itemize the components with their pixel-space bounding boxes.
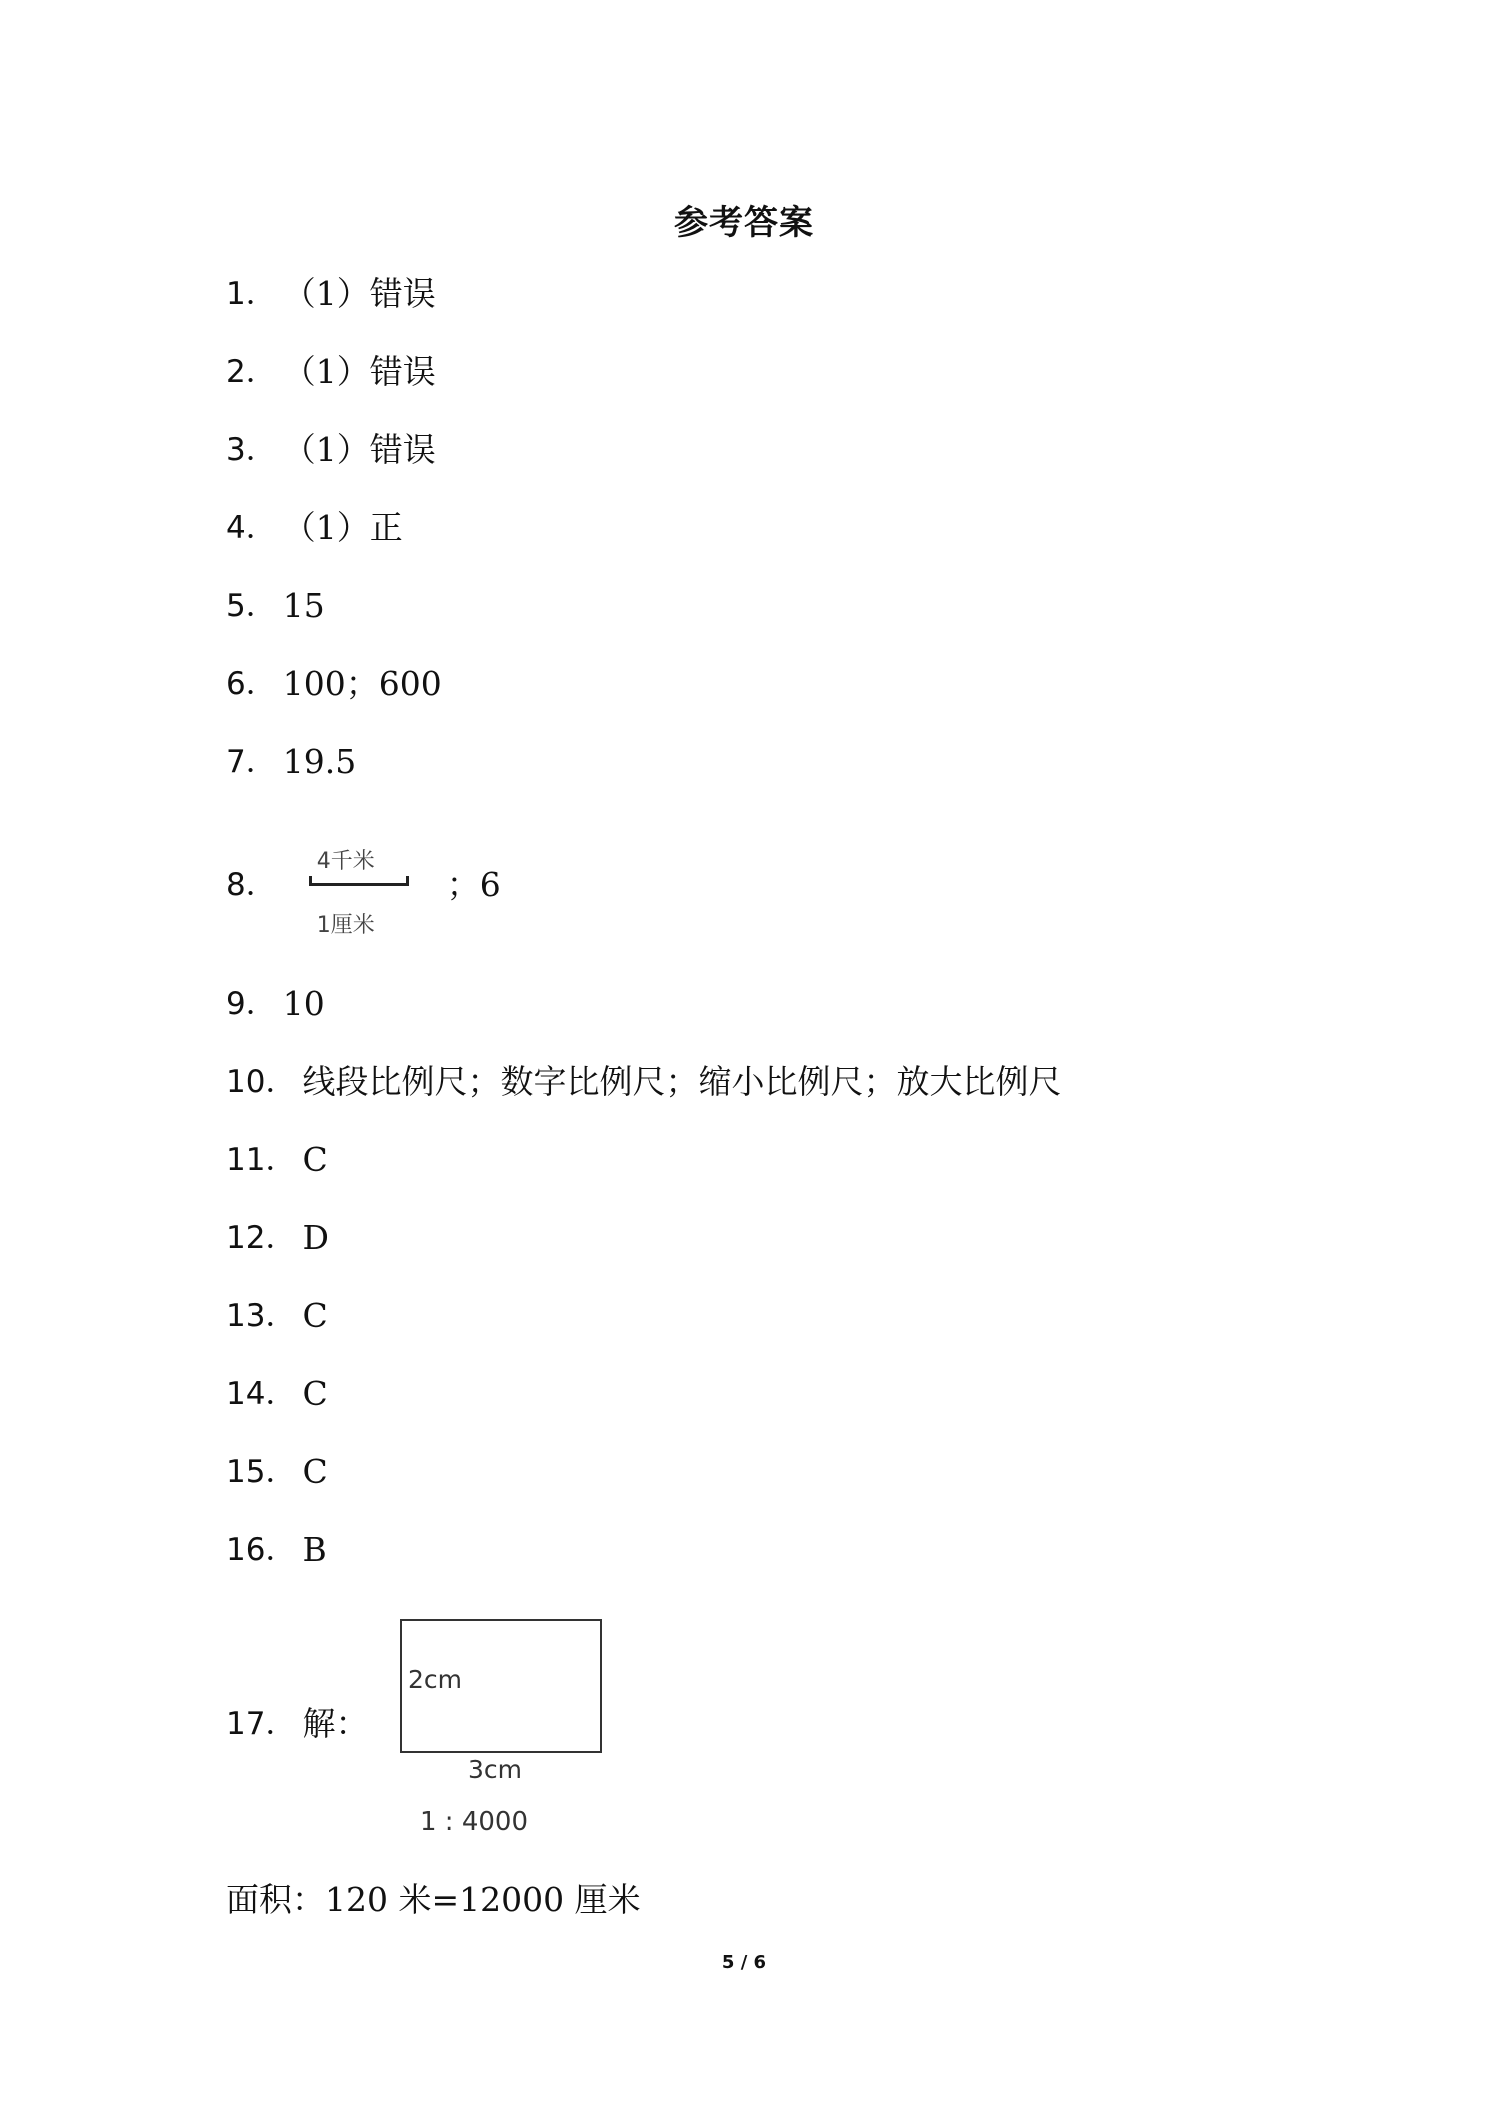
- answer-item-7: [226, 740, 356, 784]
- answer-number: 11．: [226, 1142, 297, 1178]
- answer-text: （1）正: [282, 508, 403, 547]
- answer-number: 10．: [226, 1064, 297, 1100]
- answer-item-15: [226, 1450, 328, 1494]
- rectangle-figure: [398, 1617, 618, 1847]
- answer-number: 6．: [226, 666, 277, 702]
- answer-item-4: [226, 506, 403, 550]
- answer-item-6: [226, 662, 442, 706]
- answer-text: D: [302, 1218, 329, 1257]
- answer-text: （1）错误: [282, 430, 436, 469]
- answer-number: 13．: [226, 1298, 297, 1334]
- answer-item-3: [226, 428, 436, 472]
- answer-item-16: [226, 1528, 327, 1572]
- line-segment-scale: [307, 830, 437, 940]
- scale-bottom-label: 1厘米: [316, 913, 375, 938]
- answer-text: 线段比例尺；数字比例尺；缩小比例尺；放大比例尺: [302, 1062, 1062, 1101]
- answer-number: 5．: [226, 588, 277, 624]
- answer-text: C: [302, 1296, 328, 1335]
- scale-top-label: 4千米: [316, 849, 375, 874]
- answer-number: 15．: [226, 1454, 297, 1490]
- answer-item-5: [226, 584, 325, 628]
- answer-number: 2．: [226, 354, 277, 390]
- answer-item-2: [226, 350, 436, 394]
- answer-text: C: [302, 1374, 328, 1413]
- answer-item-9: [226, 982, 325, 1026]
- answer-text: 15: [282, 586, 325, 625]
- scale-tick-right: [406, 876, 409, 886]
- answer-text: （1）错误: [282, 274, 436, 313]
- answer-text: （1）错误: [282, 352, 436, 391]
- answer-number: 17．: [226, 1706, 297, 1742]
- answer-text: C: [302, 1140, 328, 1179]
- answer-item-10: [226, 1060, 1061, 1104]
- answer-number: 4．: [226, 510, 277, 546]
- answer-item-11: [226, 1138, 328, 1182]
- page-title: 参考答案: [674, 203, 814, 243]
- answer-text: ；6: [446, 865, 501, 904]
- answer-number: 14．: [226, 1376, 297, 1412]
- page-number: 5 / 6: [721, 1952, 767, 1973]
- answer-text: 19.5: [282, 742, 357, 781]
- figure-scale-label: 1 : 4000: [420, 1807, 528, 1837]
- answer-item-13: [226, 1294, 328, 1338]
- rectangle-side-label: 2cm: [408, 1665, 463, 1694]
- answer-number: 16．: [226, 1532, 297, 1568]
- answer-text: 解：: [302, 1704, 369, 1743]
- answer-text: 10: [282, 984, 325, 1023]
- answer-text: C: [302, 1452, 328, 1491]
- answer-number: 3．: [226, 432, 277, 468]
- answer-number: 12．: [226, 1220, 297, 1256]
- area-text: 面积：120 米=12000 厘米: [226, 1880, 641, 1919]
- answer-number: 7．: [226, 744, 277, 780]
- answer-number: 8．: [226, 867, 277, 903]
- rectangle-bottom-label: 3cm: [468, 1755, 523, 1784]
- answer-text: B: [302, 1530, 327, 1569]
- answer-item-17: [226, 1702, 368, 1746]
- area-line: [226, 1878, 641, 1922]
- answer-item-12: [226, 1216, 329, 1260]
- answer-text: 100；600: [282, 664, 442, 703]
- answer-item-14: [226, 1372, 328, 1416]
- answer-item-8: [226, 830, 501, 940]
- answer-item-1: [226, 272, 436, 316]
- answer-number: 1．: [226, 276, 277, 312]
- answer-number: 9．: [226, 986, 277, 1022]
- scale-segment: [309, 883, 409, 886]
